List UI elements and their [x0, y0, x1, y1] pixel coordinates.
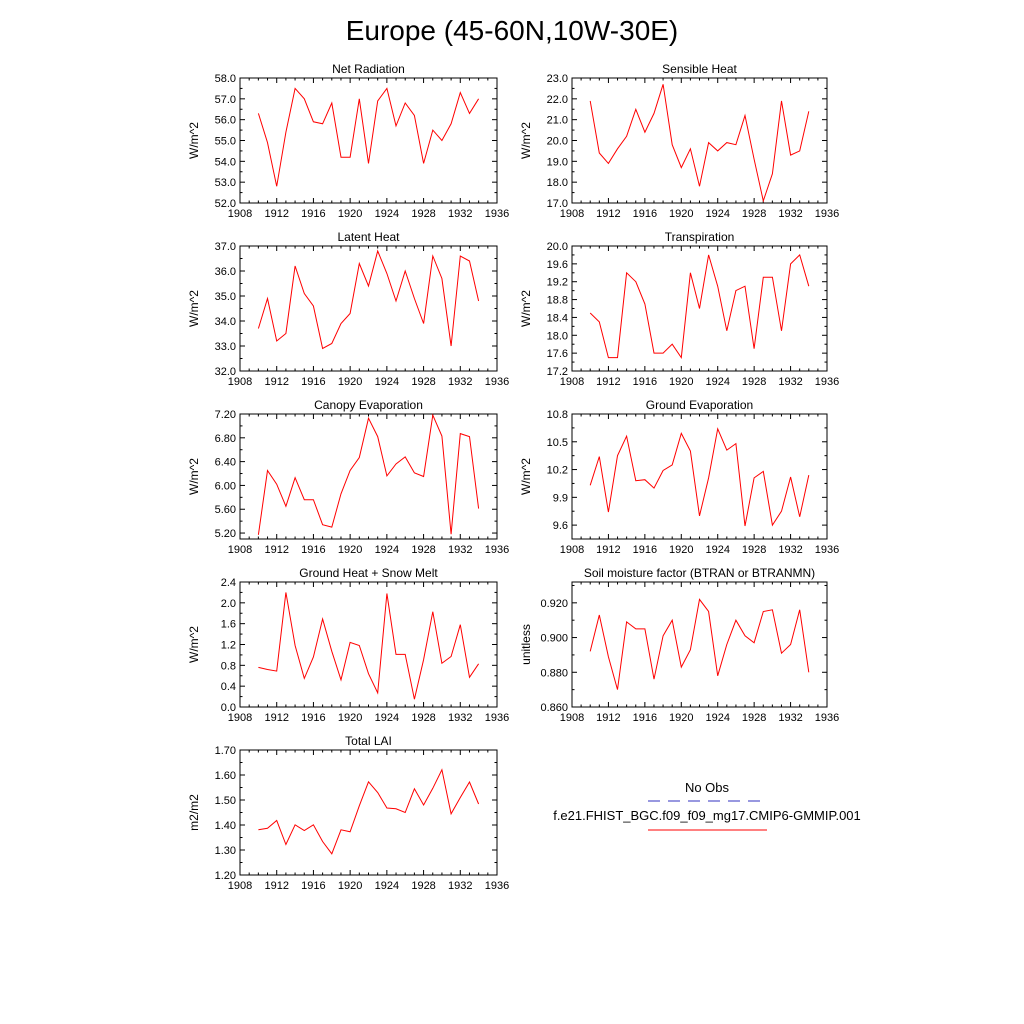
y-axis-label: m2/m2: [187, 794, 201, 831]
x-tick-label: 1924: [374, 208, 400, 220]
y-tick-label: 9.6: [552, 520, 568, 533]
y-tick-label: 1.60: [214, 770, 236, 782]
y-tick-label: 10.8: [546, 409, 568, 421]
panel-title: Soil moisture factor (BTRAN or BTRANMN): [583, 566, 816, 580]
x-tick-label: 1920: [337, 376, 363, 388]
y-tick-label: 22.0: [546, 93, 568, 106]
y-tick-label: 2.0: [220, 597, 236, 610]
y-tick-label: 56.0: [214, 114, 236, 127]
y-axis-label: W/m^2: [187, 458, 201, 495]
x-tick-label: 1928: [741, 544, 767, 556]
y-tick-label: 55.0: [214, 135, 236, 148]
y-tick-label: 23.0: [546, 73, 568, 85]
y-axis-label: W/m^2: [519, 290, 533, 327]
x-tick-label: 1928: [411, 544, 436, 556]
x-tick-label: 1920: [669, 544, 694, 556]
x-tick-label: 1936: [814, 712, 840, 724]
x-tick-label: 1908: [227, 880, 253, 892]
y-tick-label: 6.40: [214, 456, 236, 469]
y-tick-label: 2.4: [220, 577, 236, 589]
panel-title: Transpiration: [664, 230, 735, 244]
x-tick-label: 1928: [411, 712, 436, 724]
y-axis-label: W/m^2: [519, 458, 533, 495]
x-tick-label: 1924: [374, 880, 400, 892]
y-axis-label: W/m^2: [187, 290, 201, 327]
y-tick-label: 1.30: [214, 845, 236, 857]
y-tick-label: 1.70: [214, 745, 236, 757]
x-tick-label: 1908: [227, 544, 253, 556]
x-tick-label: 1928: [411, 880, 436, 892]
x-tick-label: 1924: [705, 376, 730, 388]
legend-obs-label: No Obs: [684, 780, 730, 795]
y-tick-label: 17.0: [546, 198, 568, 210]
x-tick-label: 1912: [596, 712, 621, 724]
x-tick-label: 1916: [301, 880, 326, 892]
x-tick-label: 1920: [337, 544, 363, 556]
y-tick-label: 1.50: [214, 795, 236, 807]
y-tick-label: 19.0: [546, 156, 568, 169]
y-tick-label: 0.8: [220, 660, 236, 673]
y-tick-label: 0.860: [540, 702, 568, 714]
x-tick-label: 1920: [669, 376, 694, 388]
x-tick-label: 1908: [227, 376, 253, 388]
y-tick-label: 19.6: [546, 258, 568, 271]
x-tick-label: 1936: [484, 208, 510, 220]
x-tick-label: 1936: [814, 544, 840, 556]
panel-title: Total LAI: [345, 734, 392, 748]
x-tick-label: 1924: [705, 712, 730, 724]
y-axis-label: W/m^2: [187, 626, 201, 663]
y-tick-label: 21.0: [546, 114, 568, 127]
x-tick-label: 1916: [301, 544, 326, 556]
y-tick-label: 9.9: [552, 492, 568, 505]
x-tick-label: 1908: [227, 712, 253, 724]
x-tick-label: 1908: [559, 208, 585, 220]
y-tick-label: 52.0: [214, 198, 236, 210]
y-tick-label: 32.0: [214, 366, 236, 378]
panel-title: Sensible Heat: [662, 62, 737, 76]
x-tick-label: 1932: [448, 376, 473, 388]
y-tick-label: 36.0: [214, 266, 236, 278]
y-tick-label: 1.6: [220, 618, 236, 631]
x-tick-label: 1936: [814, 208, 840, 220]
x-tick-label: 1912: [264, 712, 289, 724]
x-tick-label: 1924: [705, 208, 730, 220]
x-tick-label: 1916: [632, 712, 658, 724]
y-tick-label: 18.0: [546, 330, 568, 343]
y-tick-label: 53.0: [214, 177, 236, 190]
y-tick-label: 34.0: [214, 316, 236, 328]
x-tick-label: 1908: [559, 376, 585, 388]
x-tick-label: 1920: [337, 712, 363, 724]
x-tick-label: 1936: [484, 712, 510, 724]
x-tick-label: 1916: [301, 208, 326, 220]
x-tick-label: 1924: [374, 376, 400, 388]
panel-title: Ground Heat + Snow Melt: [299, 566, 438, 580]
x-tick-label: 1912: [596, 208, 621, 220]
x-tick-label: 1912: [264, 376, 289, 388]
panel-title: Ground Evaporation: [645, 398, 754, 412]
x-tick-label: 1908: [559, 544, 585, 556]
y-tick-label: 18.8: [546, 294, 568, 307]
y-tick-label: 19.2: [546, 276, 568, 289]
y-tick-label: 5.60: [214, 504, 236, 517]
x-tick-label: 1920: [337, 880, 363, 892]
x-tick-label: 1928: [741, 376, 767, 388]
y-tick-label: 33.0: [214, 341, 236, 353]
y-tick-label: 18.0: [546, 177, 568, 190]
y-tick-label: 35.0: [214, 291, 236, 303]
x-tick-label: 1924: [374, 544, 400, 556]
x-tick-label: 1916: [301, 712, 326, 724]
x-tick-label: 1928: [411, 376, 436, 388]
y-axis-label: unitless: [519, 624, 533, 665]
x-tick-label: 1920: [669, 208, 694, 220]
x-tick-label: 1932: [778, 208, 803, 220]
y-tick-label: 37.0: [214, 241, 236, 253]
y-tick-label: 1.20: [214, 870, 236, 882]
x-tick-label: 1928: [741, 208, 767, 220]
y-tick-label: 6.00: [214, 480, 236, 493]
panel-title: Net Radiation: [332, 62, 405, 76]
x-tick-label: 1916: [301, 376, 326, 388]
x-tick-label: 1908: [559, 712, 585, 724]
x-tick-label: 1928: [741, 712, 767, 724]
y-tick-label: 0.920: [540, 597, 568, 610]
y-tick-label: 6.80: [214, 432, 236, 445]
x-tick-label: 1924: [374, 712, 400, 724]
x-tick-label: 1936: [484, 544, 510, 556]
x-tick-label: 1924: [705, 544, 730, 556]
x-tick-label: 1916: [632, 544, 658, 556]
y-tick-label: 0.0: [220, 702, 236, 714]
x-tick-label: 1928: [411, 208, 436, 220]
y-tick-label: 54.0: [214, 156, 236, 169]
y-tick-label: 17.2: [546, 366, 568, 378]
x-tick-label: 1912: [264, 544, 289, 556]
x-tick-label: 1920: [337, 208, 363, 220]
legend-model-label: f.e21.FHIST_BGC.f09_f09_mg17.CMIP6-GMMIP.001: [553, 808, 861, 823]
x-tick-label: 1936: [484, 880, 510, 892]
y-tick-label: 7.20: [214, 409, 236, 421]
y-tick-label: 57.0: [214, 93, 236, 106]
y-axis-label: W/m^2: [187, 122, 201, 159]
x-tick-label: 1932: [778, 376, 803, 388]
x-tick-label: 1932: [778, 712, 803, 724]
x-tick-label: 1932: [448, 544, 473, 556]
y-tick-label: 17.6: [546, 348, 568, 361]
y-axis-label: W/m^2: [519, 122, 533, 159]
x-tick-label: 1920: [669, 712, 694, 724]
x-tick-label: 1936: [484, 376, 510, 388]
x-tick-label: 1908: [227, 208, 253, 220]
y-tick-label: 1.2: [220, 639, 236, 652]
y-tick-label: 5.20: [214, 528, 236, 541]
x-tick-label: 1932: [448, 208, 473, 220]
y-tick-label: 10.2: [546, 464, 568, 477]
x-tick-label: 1912: [596, 376, 621, 388]
y-tick-label: 20.0: [546, 135, 568, 148]
x-tick-label: 1916: [632, 208, 658, 220]
x-tick-label: 1932: [778, 544, 803, 556]
y-tick-label: 18.4: [546, 312, 568, 325]
x-tick-label: 1916: [632, 376, 658, 388]
y-tick-label: 58.0: [214, 73, 236, 85]
x-tick-label: 1932: [448, 880, 473, 892]
y-tick-label: 0.4: [220, 681, 236, 694]
panel-title: Latent Heat: [337, 230, 400, 244]
figure-title: Europe (45-60N,10W-30E): [345, 15, 679, 46]
y-tick-label: 20.0: [546, 241, 568, 253]
x-tick-label: 1912: [264, 880, 289, 892]
x-tick-label: 1912: [264, 208, 289, 220]
x-tick-label: 1936: [814, 376, 840, 388]
y-tick-label: 0.880: [540, 667, 568, 680]
y-tick-label: 10.5: [546, 436, 568, 449]
x-tick-label: 1912: [596, 544, 621, 556]
panel-title: Canopy Evaporation: [314, 398, 423, 412]
y-tick-label: 0.900: [540, 632, 568, 645]
y-tick-label: 1.40: [214, 820, 236, 832]
x-tick-label: 1932: [448, 712, 473, 724]
